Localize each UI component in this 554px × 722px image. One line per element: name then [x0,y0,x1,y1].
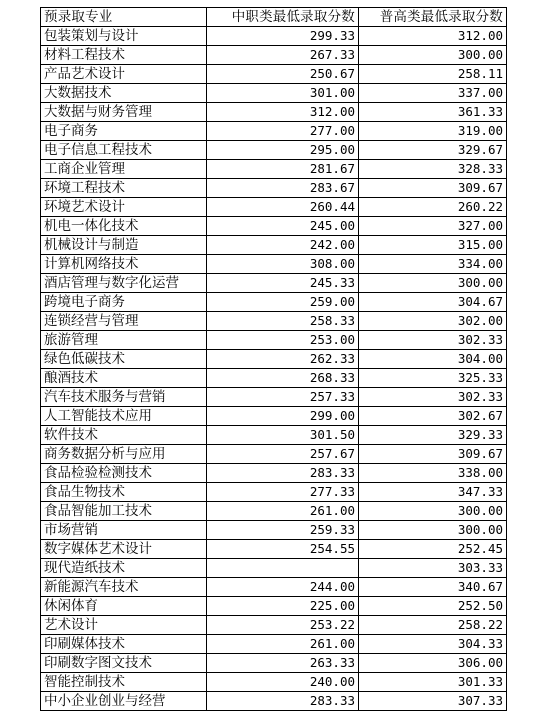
major-name-cell: 数字媒体艺术设计 [41,540,207,559]
highschool-score-cell: 302.00 [359,312,507,331]
major-name-cell: 食品智能加工技术 [41,502,207,521]
major-name-cell: 食品生物技术 [41,483,207,502]
vocational-score-cell: 283.33 [207,692,359,711]
major-name-cell: 酿酒技术 [41,369,207,388]
table-row [41,27,507,46]
major-name-cell: 连锁经营与管理 [41,312,207,331]
vocational-score-cell: 254.55 [207,540,359,559]
table-row [41,635,507,654]
major-name-cell: 大数据与财务管理 [41,103,207,122]
major-name-cell: 环境艺术设计 [41,198,207,217]
document-page [40,7,507,711]
vocational-score-cell: 283.33 [207,464,359,483]
header-major: 预录取专业 [41,8,207,27]
major-name-cell: 电子商务 [41,122,207,141]
vocational-score-cell: 253.22 [207,616,359,635]
vocational-score-cell: 262.33 [207,350,359,369]
admission-score-table [40,7,507,711]
major-name-cell: 工商企业管理 [41,160,207,179]
table-row [41,692,507,711]
highschool-score-cell: 312.00 [359,27,507,46]
table-body [41,27,507,711]
major-name-cell: 汽车技术服务与营销 [41,388,207,407]
vocational-score-cell: 259.00 [207,293,359,312]
table-row [41,578,507,597]
highschool-score-cell: 304.00 [359,350,507,369]
highschool-score-cell: 325.33 [359,369,507,388]
table-row [41,179,507,198]
vocational-score-cell: 281.67 [207,160,359,179]
table-row [41,426,507,445]
table-row [41,559,507,578]
major-name-cell: 旅游管理 [41,331,207,350]
highschool-score-cell: 307.33 [359,692,507,711]
highschool-score-cell: 258.22 [359,616,507,635]
major-name-cell: 材料工程技术 [41,46,207,65]
table-row [41,445,507,464]
table-row [41,217,507,236]
highschool-score-cell: 300.00 [359,502,507,521]
table-row [41,369,507,388]
highschool-score-cell: 300.00 [359,274,507,293]
table-row [41,198,507,217]
highschool-score-cell: 301.33 [359,673,507,692]
vocational-score-cell: 295.00 [207,141,359,160]
highschool-score-cell: 300.00 [359,46,507,65]
vocational-score-cell: 263.33 [207,654,359,673]
table-row [41,502,507,521]
table-row [41,274,507,293]
highschool-score-cell: 315.00 [359,236,507,255]
major-name-cell: 跨境电子商务 [41,293,207,312]
vocational-score-cell: 245.33 [207,274,359,293]
table-row [41,673,507,692]
vocational-score-cell: 299.33 [207,27,359,46]
major-name-cell: 环境工程技术 [41,179,207,198]
highschool-score-cell: 309.67 [359,179,507,198]
table-row [41,46,507,65]
major-name-cell: 计算机网络技术 [41,255,207,274]
highschool-score-cell: 361.33 [359,103,507,122]
major-name-cell: 印刷数字图文技术 [41,654,207,673]
vocational-score-cell: 261.00 [207,502,359,521]
major-name-cell: 电子信息工程技术 [41,141,207,160]
major-name-cell: 机电一体化技术 [41,217,207,236]
vocational-score-cell: 312.00 [207,103,359,122]
major-name-cell: 艺术设计 [41,616,207,635]
major-name-cell: 人工智能技术应用 [41,407,207,426]
highschool-score-cell: 327.00 [359,217,507,236]
table-row [41,65,507,84]
major-name-cell: 食品检验检测技术 [41,464,207,483]
highschool-score-cell: 302.33 [359,388,507,407]
vocational-score-cell: 258.33 [207,312,359,331]
table-row [41,407,507,426]
highschool-score-cell: 329.33 [359,426,507,445]
major-name-cell: 智能控制技术 [41,673,207,692]
table-row [41,122,507,141]
highschool-score-cell: 260.22 [359,198,507,217]
vocational-score-cell: 253.00 [207,331,359,350]
vocational-score-cell: 260.44 [207,198,359,217]
highschool-score-cell: 329.67 [359,141,507,160]
highschool-score-cell: 337.00 [359,84,507,103]
major-name-cell: 机械设计与制造 [41,236,207,255]
major-name-cell: 市场营销 [41,521,207,540]
table-row [41,160,507,179]
major-name-cell: 绿色低碳技术 [41,350,207,369]
vocational-score-cell [207,559,359,578]
table-row [41,521,507,540]
vocational-score-cell: 242.00 [207,236,359,255]
vocational-score-cell: 268.33 [207,369,359,388]
highschool-score-cell: 302.33 [359,331,507,350]
table-row [41,255,507,274]
header-highschool-min-score: 普高类最低录取分数 [359,8,507,27]
highschool-score-cell: 252.50 [359,597,507,616]
vocational-score-cell: 283.67 [207,179,359,198]
vocational-score-cell: 299.00 [207,407,359,426]
table-row [41,312,507,331]
table-row [41,293,507,312]
major-name-cell: 印刷媒体技术 [41,635,207,654]
major-name-cell: 新能源汽车技术 [41,578,207,597]
vocational-score-cell: 301.00 [207,84,359,103]
major-name-cell: 大数据技术 [41,84,207,103]
vocational-score-cell: 277.33 [207,483,359,502]
highschool-score-cell: 319.00 [359,122,507,141]
highschool-score-cell: 347.33 [359,483,507,502]
vocational-score-cell: 308.00 [207,255,359,274]
table-row [41,540,507,559]
table-row [41,84,507,103]
table-row [41,388,507,407]
vocational-score-cell: 245.00 [207,217,359,236]
table-row [41,616,507,635]
vocational-score-cell: 240.00 [207,673,359,692]
table-row [41,654,507,673]
highschool-score-cell: 258.11 [359,65,507,84]
vocational-score-cell: 261.00 [207,635,359,654]
table-row [41,483,507,502]
highschool-score-cell: 334.00 [359,255,507,274]
major-name-cell: 包装策划与设计 [41,27,207,46]
vocational-score-cell: 259.33 [207,521,359,540]
table-row [41,350,507,369]
table-row [41,236,507,255]
highschool-score-cell: 302.67 [359,407,507,426]
vocational-score-cell: 257.33 [207,388,359,407]
highschool-score-cell: 303.33 [359,559,507,578]
highschool-score-cell: 306.00 [359,654,507,673]
table-row [41,141,507,160]
major-name-cell: 软件技术 [41,426,207,445]
vocational-score-cell: 250.67 [207,65,359,84]
vocational-score-cell: 301.50 [207,426,359,445]
highschool-score-cell: 252.45 [359,540,507,559]
major-name-cell: 现代造纸技术 [41,559,207,578]
highschool-score-cell: 304.67 [359,293,507,312]
highschool-score-cell: 300.00 [359,521,507,540]
vocational-score-cell: 225.00 [207,597,359,616]
highschool-score-cell: 328.33 [359,160,507,179]
highschool-score-cell: 309.67 [359,445,507,464]
major-name-cell: 产品艺术设计 [41,65,207,84]
highschool-score-cell: 340.67 [359,578,507,597]
table-row [41,597,507,616]
table-row [41,331,507,350]
header-vocational-min-score: 中职类最低录取分数 [207,8,359,27]
highschool-score-cell: 338.00 [359,464,507,483]
vocational-score-cell: 257.67 [207,445,359,464]
vocational-score-cell: 244.00 [207,578,359,597]
table-row [41,103,507,122]
vocational-score-cell: 277.00 [207,122,359,141]
major-name-cell: 商务数据分析与应用 [41,445,207,464]
table-header-row [41,8,507,27]
major-name-cell: 中小企业创业与经营 [41,692,207,711]
highschool-score-cell: 304.33 [359,635,507,654]
table-row [41,464,507,483]
major-name-cell: 酒店管理与数字化运营 [41,274,207,293]
major-name-cell: 休闲体育 [41,597,207,616]
vocational-score-cell: 267.33 [207,46,359,65]
